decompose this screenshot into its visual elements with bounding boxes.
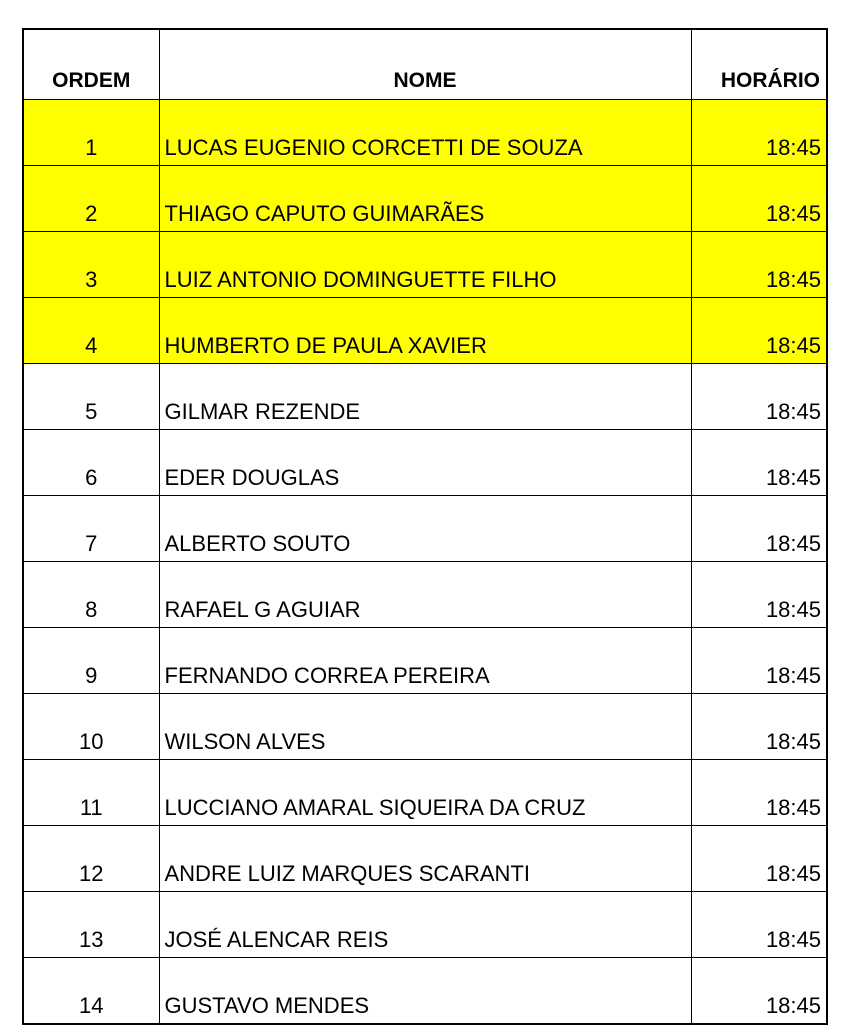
cell-nome: LUCCIANO AMARAL SIQUEIRA DA CRUZ bbox=[159, 760, 691, 826]
cell-horario: 18:45 bbox=[691, 562, 827, 628]
table-row bbox=[23, 496, 827, 562]
cell-nome: JOSÉ ALENCAR REIS bbox=[159, 892, 691, 958]
cell-nome: HUMBERTO DE PAULA XAVIER bbox=[159, 298, 691, 364]
header-nome: NOME bbox=[159, 29, 691, 100]
cell-horario: 18:45 bbox=[691, 166, 827, 232]
table-row bbox=[23, 232, 827, 298]
cell-nome: WILSON ALVES bbox=[159, 694, 691, 760]
table-row bbox=[23, 364, 827, 430]
cell-nome: GUSTAVO MENDES bbox=[159, 958, 691, 1025]
cell-ordem: 3 bbox=[23, 232, 159, 298]
table-row bbox=[23, 760, 827, 826]
table-row bbox=[23, 694, 827, 760]
cell-ordem: 14 bbox=[23, 958, 159, 1025]
cell-ordem: 6 bbox=[23, 430, 159, 496]
table-row bbox=[23, 100, 827, 166]
cell-nome: ALBERTO SOUTO bbox=[159, 496, 691, 562]
cell-horario: 18:45 bbox=[691, 232, 827, 298]
cell-horario: 18:45 bbox=[691, 694, 827, 760]
cell-horario: 18:45 bbox=[691, 100, 827, 166]
cell-horario: 18:45 bbox=[691, 958, 827, 1025]
cell-horario: 18:45 bbox=[691, 364, 827, 430]
table-body bbox=[23, 100, 827, 1025]
cell-nome: RAFAEL G AGUIAR bbox=[159, 562, 691, 628]
cell-horario: 18:45 bbox=[691, 298, 827, 364]
header-ordem: ORDEM bbox=[23, 29, 159, 100]
table-row bbox=[23, 166, 827, 232]
table-row bbox=[23, 826, 827, 892]
cell-nome: LUIZ ANTONIO DOMINGUETTE FILHO bbox=[159, 232, 691, 298]
cell-horario: 18:45 bbox=[691, 826, 827, 892]
cell-ordem: 8 bbox=[23, 562, 159, 628]
cell-ordem: 12 bbox=[23, 826, 159, 892]
table-row bbox=[23, 562, 827, 628]
cell-horario: 18:45 bbox=[691, 892, 827, 958]
cell-nome: GILMAR REZENDE bbox=[159, 364, 691, 430]
table-row bbox=[23, 892, 827, 958]
cell-horario: 18:45 bbox=[691, 430, 827, 496]
cell-nome: ANDRE LUIZ MARQUES SCARANTI bbox=[159, 826, 691, 892]
table-row bbox=[23, 298, 827, 364]
cell-nome: LUCAS EUGENIO CORCETTI DE SOUZA bbox=[159, 100, 691, 166]
cell-ordem: 4 bbox=[23, 298, 159, 364]
header-row bbox=[23, 29, 827, 100]
cell-ordem: 2 bbox=[23, 166, 159, 232]
cell-ordem: 11 bbox=[23, 760, 159, 826]
cell-ordem: 7 bbox=[23, 496, 159, 562]
schedule-table bbox=[22, 28, 828, 1025]
cell-ordem: 1 bbox=[23, 100, 159, 166]
header-horario: HORÁRIO bbox=[691, 29, 827, 100]
cell-ordem: 5 bbox=[23, 364, 159, 430]
cell-ordem: 10 bbox=[23, 694, 159, 760]
cell-nome: EDER DOUGLAS bbox=[159, 430, 691, 496]
table-row bbox=[23, 628, 827, 694]
cell-horario: 18:45 bbox=[691, 760, 827, 826]
cell-nome: FERNANDO CORREA PEREIRA bbox=[159, 628, 691, 694]
cell-ordem: 9 bbox=[23, 628, 159, 694]
table-row bbox=[23, 430, 827, 496]
cell-ordem: 13 bbox=[23, 892, 159, 958]
cell-horario: 18:45 bbox=[691, 496, 827, 562]
table-row bbox=[23, 958, 827, 1025]
cell-nome: THIAGO CAPUTO GUIMARÃES bbox=[159, 166, 691, 232]
cell-horario: 18:45 bbox=[691, 628, 827, 694]
